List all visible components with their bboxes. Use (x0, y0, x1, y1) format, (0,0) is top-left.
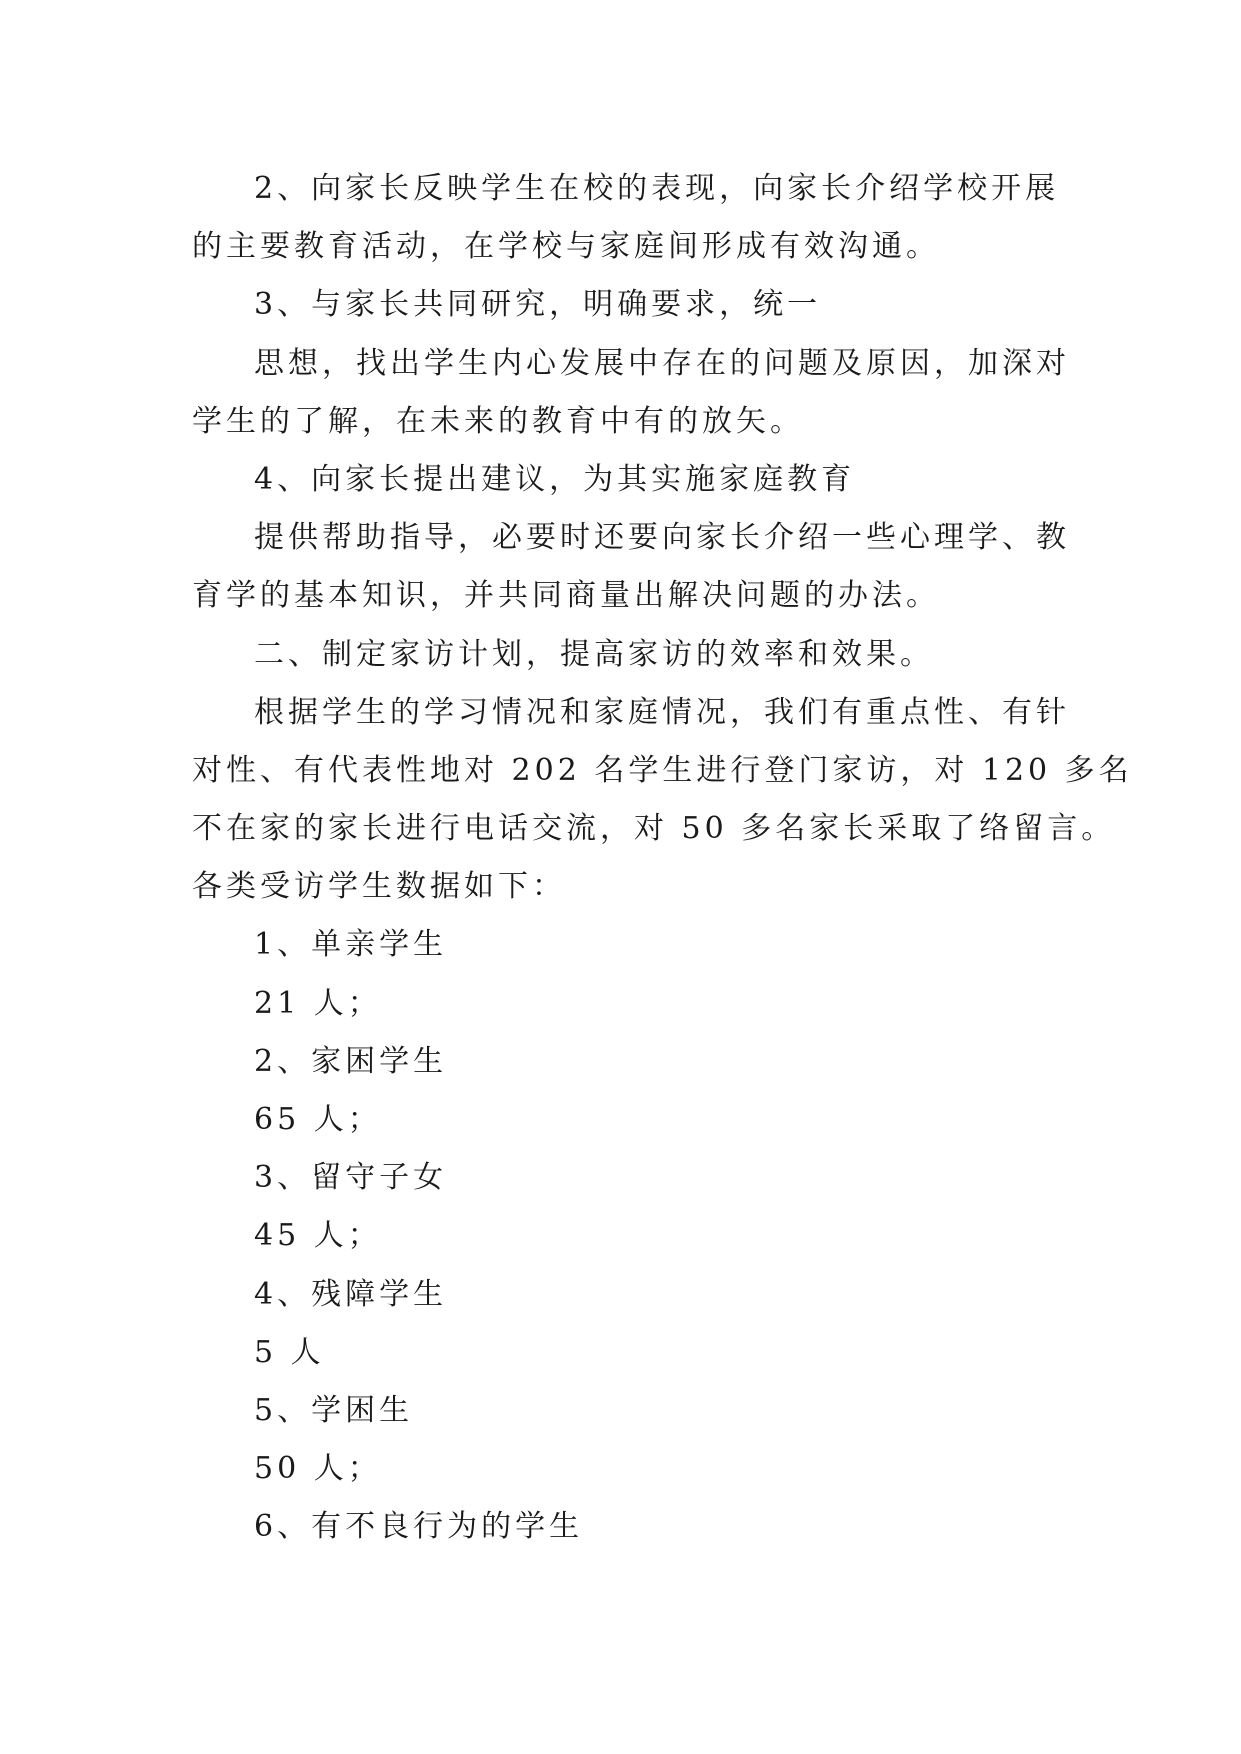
text-line: 根据学生的学习情况和家庭情况，我们有重点性、有针 (254, 694, 1070, 730)
text-line: 提供帮助指导，必要时还要向家长介绍一些心理学、教 (254, 520, 1070, 556)
text-line: 对性、有代表性地对 202 名学生进行登门家访，对 120 多名 (192, 752, 1133, 788)
text-line: 50 人； (254, 1451, 382, 1487)
text-line: 1、单亲学生 (254, 927, 448, 963)
text-line: 65 人； (254, 1102, 382, 1137)
text-line: 6、有不良行为的学生 (254, 1509, 584, 1545)
text-line: 思想，找出学生内心发展中存在的问题及原因，加深对 (254, 345, 1070, 381)
text-line: 21 人； (254, 985, 382, 1021)
text-line: 4、残障学生 (254, 1276, 448, 1312)
text-line: 3、与家长共同研究，明确要求，统一 (254, 287, 822, 323)
text-line: 不在家的家长进行电话交流，对 50 多名家长采取了络留言。 (192, 811, 1116, 847)
text-line: 3、留守子女 (254, 1160, 448, 1196)
text-line: 45 人； (254, 1218, 382, 1254)
text-line: 二、制定家访计划，提高家访的效率和效果。 (254, 636, 934, 672)
text-line: 的主要教育活动，在学校与家庭间形成有效沟通。 (192, 229, 940, 265)
text-line: 育学的基本知识，并共同商量出解决问题的办法。 (192, 578, 940, 614)
text-line: 2、向家长反映学生在校的表现，向家长介绍学校开展 (254, 171, 1060, 206)
text-line: 2、家困学生 (254, 1043, 448, 1079)
text-line: 5 人 (254, 1334, 325, 1370)
text-line: 学生的了解，在未来的教育中有的放矢。 (192, 403, 804, 439)
document-body (192, 160, 1133, 1557)
text-line: 5、学困生 (254, 1392, 414, 1428)
text-line: 各类受访学生数据如下： (192, 869, 566, 905)
text-line: 4、向家长提出建议，为其实施家庭教育 (254, 461, 856, 497)
